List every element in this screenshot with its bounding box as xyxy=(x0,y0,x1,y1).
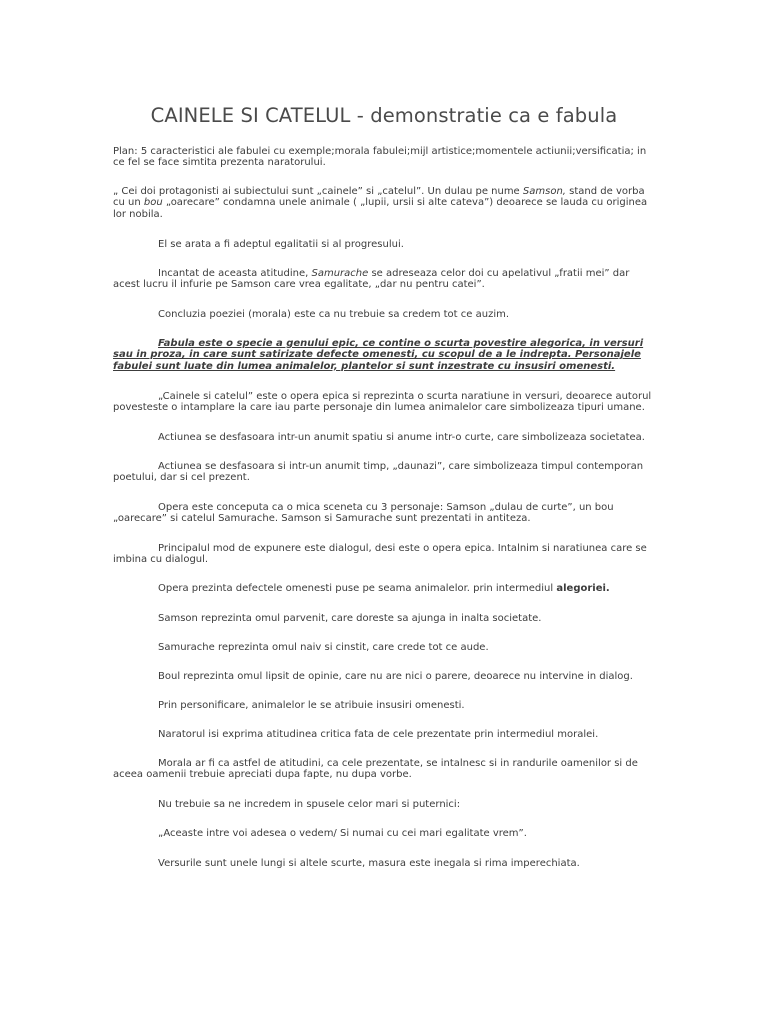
trust-paragraph: Nu trebuie sa ne incredem in spusele celor mari si puternici: xyxy=(158,799,461,810)
bou-word: bou xyxy=(143,197,163,209)
time-paragraph: Actiunea se desfasoara si intr-un anumit timp, „daunazi”, care simbolizeaza timpul contemporan poetului, dar si cel prezent. xyxy=(113,461,644,484)
personification-paragraph: Prin personificare, animalelor le se atribuie insusiri omenesti. xyxy=(158,700,465,711)
plan-paragraph: Plan: 5 caracteristici ale fabulei cu exemple;morala fabulei;mijl artistice;momentele actiunii;versificatia; in ce fel se face simtita prezenta naratorului. xyxy=(113,146,647,169)
allegory-paragraph xyxy=(113,583,658,594)
moral-paragraph: Morala ar fi ca astfel de atitudini, ca cele prezentate, se intalnesc si in randurile oamenilor si de aceea oamenii trebuie apreciati dupa fapte, nu dupa vorbe. xyxy=(113,758,638,781)
versification-paragraph: Versurile sunt unele lungi si altele scurte, masura este inegala si rima imperechiata. xyxy=(158,858,580,869)
conclusion-paragraph: Concluzia poeziei (morala) este ca nu trebuie sa credem tot ce auzim. xyxy=(158,309,510,320)
narrator-paragraph: Naratorul isi exprima atitudinea critica fata de cele prezentate prin intermediul moralei. xyxy=(158,729,599,740)
protagonists-paragraph xyxy=(113,186,658,220)
verse-quote: „Aceaste intre voi adesea o vedem/ Si numai cu cei mari egalitate vrem”. xyxy=(158,828,527,839)
characters-paragraph: Opera este conceputa ca o mica sceneta cu 3 personaje: Samson „dulau de curte”, un bou „oarecare” si catelul Samurache. Samson si Samurache sunt prezentati in antiteza. xyxy=(113,502,614,525)
protagonists-text-1: „ Cei doi protagonisti ai subiectului sunt „cainele” si „catelul”. Un dulau pe nume xyxy=(113,186,523,197)
samurache-text-1: Incantat de aceasta atitudine, xyxy=(158,268,312,279)
epic-work-paragraph: „Cainele si catelul” este o opera epica si reprezinta o scurta naratiune in versuri, deoarece autorul povesteste o intamplare la care iau parte personaje din lumea animalelor care simbolizeaza tipuri umane. xyxy=(113,391,652,414)
equality-paragraph: El se arata a fi adeptul egalitatii si al progresului. xyxy=(158,239,404,250)
allegory-text: Opera prezinta defectele omenesti puse pe seama animalelor. prin intermediul xyxy=(158,583,557,594)
samurache-name: Samurache xyxy=(311,268,369,279)
samurache-naive-paragraph: Samurache reprezinta omul naiv si cinstit, care crede tot ce aude. xyxy=(158,642,489,653)
samurache-text-2: se adreseaza celor doi cu apelativul „fratii mei” dar acest lucru il infurie pe Samson care vrea egalitate, „dar nu pentru catei”. xyxy=(113,268,630,291)
boul-paragraph: Boul reprezinta omul lipsit de opinie, care nu are nici o parere, deoarece nu intervine in dialog. xyxy=(158,671,633,682)
protagonists-text-2: stand de vorba cu un xyxy=(113,186,645,209)
protagonists-text-3: „oarecare” condamna unele animale ( „lupii, ursii si alte cateva”) deoarece se lauda cu originea lor nobila. xyxy=(113,197,648,220)
page-title: CAINELE SI CATELUL - demonstratie ca e fabula xyxy=(150,104,618,127)
samurache-paragraph xyxy=(113,268,658,291)
allegory-word: alegoriei. xyxy=(556,583,610,594)
fable-definition: Fabula este o specie a genului epic, ce contine o scurta povestire alegorica, in versuri sau in proza, in care sunt satirizate defecte omenesti, cu scopul de a le indrepta. Personajele fabulei sunt luate din lumea animalelor, plantelor si sunt inzestrate cu insusiri omenesti. xyxy=(113,338,644,372)
samson-paragraph: Samson reprezinta omul parvenit, care doreste sa ajunga in inalta societate. xyxy=(158,613,542,624)
dialogue-paragraph: Principalul mod de expunere este dialogul, desi este o opera epica. Intalnim si naratiunea care se imbina cu dialogul. xyxy=(113,543,647,566)
space-paragraph: Actiunea se desfasoara intr-un anumit spatiu si anume intr-o curte, care simbolizeaza societatea. xyxy=(158,432,645,443)
samson-name: Samson, xyxy=(522,186,566,197)
